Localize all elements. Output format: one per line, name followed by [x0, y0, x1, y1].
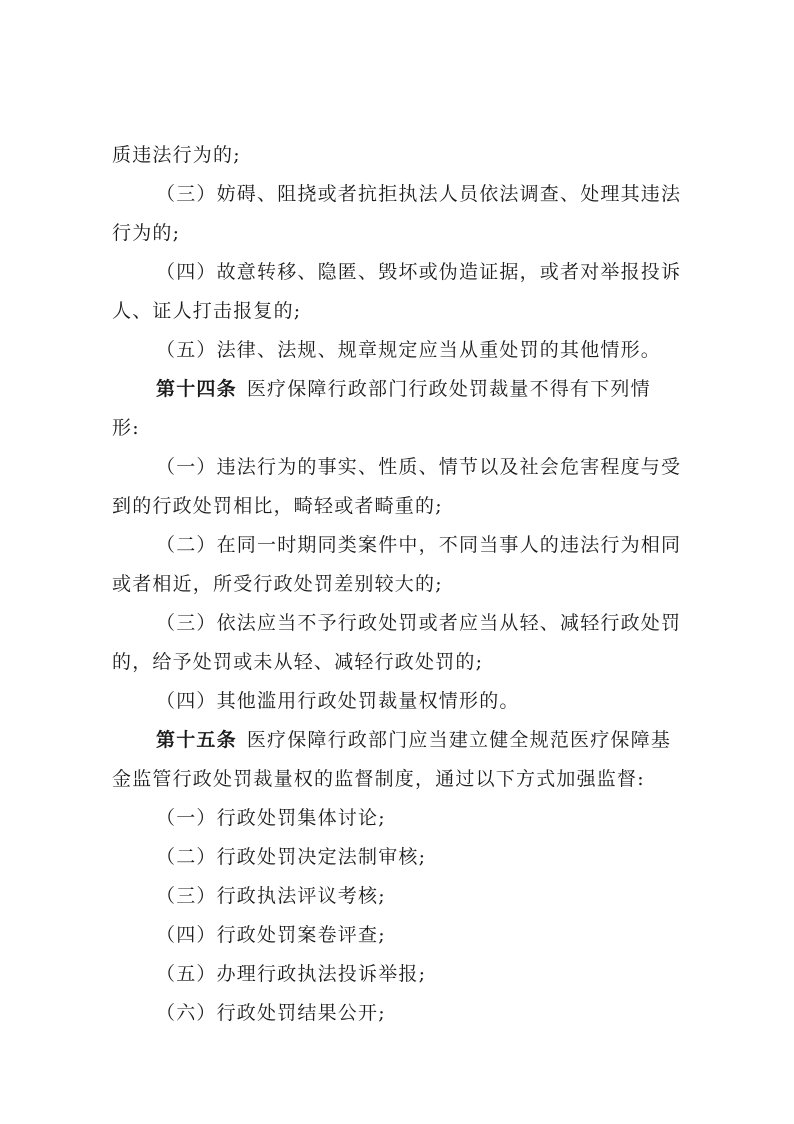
article-14: 第十四条 医疗保障行政部门行政处罚裁量不得有下列情	[156, 378, 651, 400]
list-item-5: （五）办理行政执法投诉举报;	[156, 963, 427, 985]
article-15: 第十五条 医疗保障行政部门应当建立健全规范医疗保障基	[156, 729, 672, 751]
article-title: 第十五条	[156, 729, 237, 751]
text-line: 质违法行为的;	[112, 144, 241, 166]
list-item-1: （一）行政处罚集体讨论;	[156, 807, 386, 829]
list-item-3: （三）妨碍、阻挠或者抗拒执法人员依法调查、处理其违法	[156, 183, 682, 205]
text-line: 金监管行政处罚裁量权的监督制度，通过以下方式加强监督:	[112, 768, 645, 790]
list-item-2: （二）在同一时期同类案件中，不同当事人的违法行为相同	[156, 534, 682, 556]
list-item-5: （五）法律、法规、规章规定应当从重处罚的其他情形。	[156, 339, 662, 361]
text-line: 的，给予处罚或未从轻、减轻行政处罚的;	[112, 651, 484, 673]
article-title: 第十四条	[156, 378, 237, 400]
list-item-6: （六）行政处罚结果公开;	[156, 1002, 386, 1024]
text-line: 行为的;	[112, 222, 181, 244]
list-item-4: （四）其他滥用行政处罚裁量权情形的。	[156, 690, 520, 712]
list-item-4: （四）行政处罚案卷评查;	[156, 924, 386, 946]
text-line: 人、证人打击报复的;	[112, 300, 302, 322]
list-item-3: （三）依法应当不予行政处罚或者应当从轻、减轻行政处罚	[156, 612, 682, 634]
list-item-3: （三）行政执法评议考核;	[156, 885, 386, 907]
list-item-1: （一）违法行为的事实、性质、情节以及社会危害程度与受	[156, 456, 682, 478]
list-item-4: （四）故意转移、隐匿、毁坏或伪造证据，或者对举报投诉	[156, 261, 682, 283]
list-item-2: （二）行政处罚决定法制审核;	[156, 846, 427, 868]
text-line: 形:	[112, 417, 140, 439]
text-line: 或者相近，所受行政处罚差别较大的;	[112, 573, 443, 595]
text-line: 到的行政处罚相比，畸轻或者畸重的;	[112, 495, 443, 517]
